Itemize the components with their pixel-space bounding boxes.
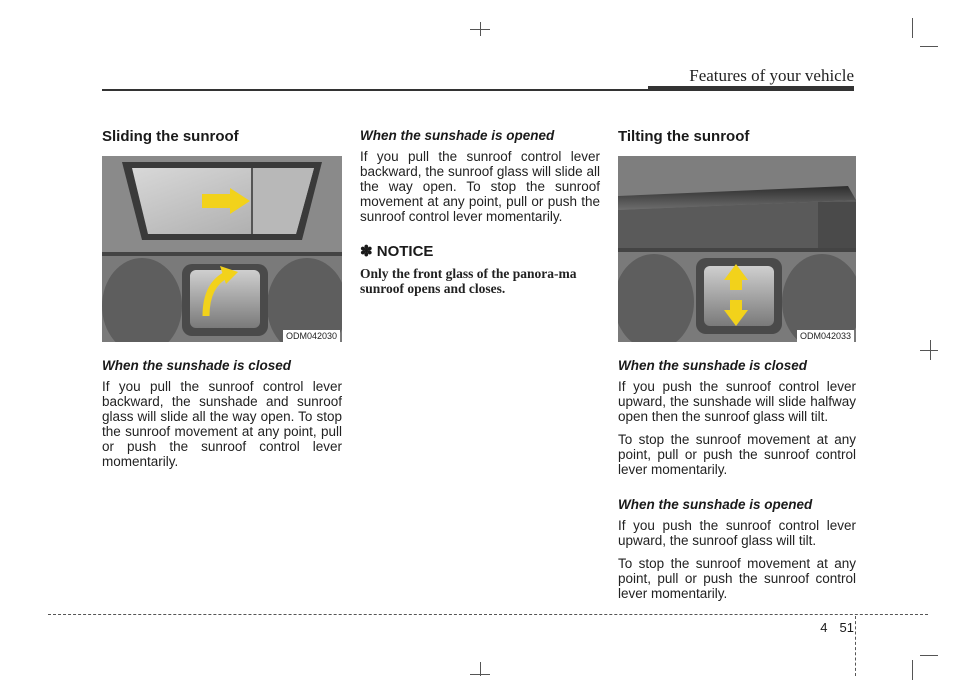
section-title-sliding: Sliding the sunroof: [102, 128, 239, 145]
page-number: [820, 620, 854, 635]
body-text: If you pull the sunroof control lever backward, the sunshade and sunroof glass will slide all the way open. To stop the sunroof movement at any point, pull or push the sunroof control lever momentarily.: [102, 379, 342, 469]
crop-mark-right-mid-h: [920, 350, 938, 351]
page-header-title: Features of your vehicle: [689, 66, 854, 85]
notice-title: ✽ NOTICE: [360, 243, 434, 260]
page-number-separator: [855, 616, 856, 676]
body-text: To stop the sunroof movement at any point, pull or push the sunroof control lever momentarily.: [618, 432, 856, 477]
footer-rule: [48, 614, 928, 615]
body-text: To stop the sunroof movement at any point, pull or push the sunroof control lever momentarily.: [618, 556, 856, 601]
subheading-closed: When the sunshade is closed: [102, 358, 292, 373]
crop-mark-bottom-right: [912, 660, 913, 680]
notice-body: Only the front glass of the panora-ma sunroof opens and closes.: [360, 266, 577, 296]
body-text: If you push the sunroof control lever upward, the sunroof glass will tilt.: [618, 518, 856, 548]
section-title-tilting: Tilting the sunroof: [618, 128, 750, 145]
column-tilting: [618, 128, 856, 609]
chapter-number: 4: [820, 620, 828, 635]
crop-mark-bottom-center-h: [470, 674, 490, 675]
figure-tilting-sunroof: [618, 156, 856, 342]
column-sliding-continued: [360, 128, 600, 296]
header-rule-accent: [648, 86, 854, 91]
figure-sliding-sunroof: [102, 156, 342, 342]
sunroof-tilt-illustration: [618, 156, 856, 342]
body-text: If you push the sunroof control lever upward, the sunshade will slide halfway open then the sunroof glass will tilt.: [618, 379, 856, 424]
subheading-closed: When the sunshade is closed: [618, 358, 808, 373]
subheading-opened: When the sunshade is opened: [618, 497, 813, 512]
column-sliding: [102, 128, 342, 477]
body-text: If you pull the sunroof control lever backward, the sunroof glass will slide all the way open. To stop the sunroof movement at any point, pull or push the sunroof control lever momentarily.: [360, 149, 600, 224]
crop-mark-top-right: [912, 18, 913, 38]
crop-mark-bottom-right-h: [920, 655, 938, 656]
page-number-value: 51: [839, 620, 854, 635]
sunroof-slide-illustration: [102, 156, 342, 342]
figure-code: ODM042033: [797, 330, 854, 342]
crop-mark-top-right-h: [920, 46, 938, 47]
subheading-opened: When the sunshade is opened: [360, 128, 555, 143]
figure-code: ODM042030: [283, 330, 340, 342]
crop-mark-top-center-h: [470, 29, 490, 30]
